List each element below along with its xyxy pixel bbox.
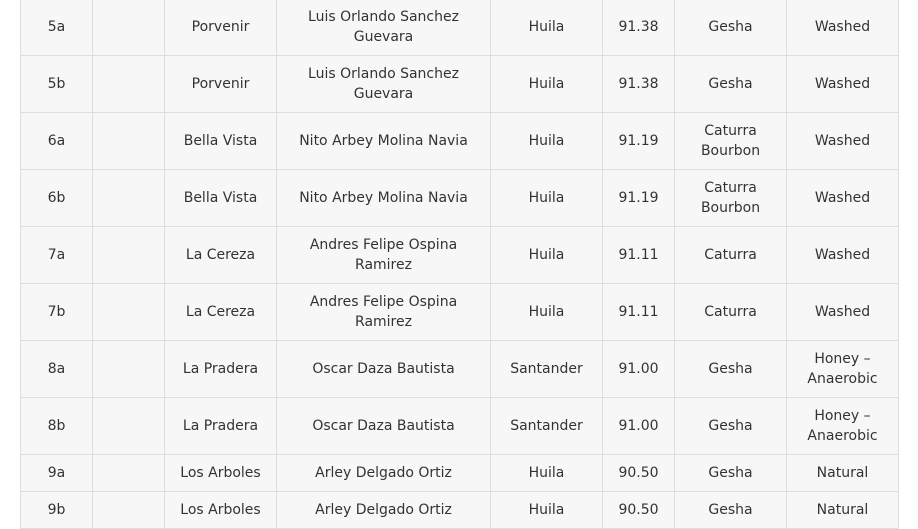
blank-cell <box>93 56 165 113</box>
variety-cell: Gesha <box>675 398 787 455</box>
table-row <box>21 170 899 227</box>
producer-cell: Oscar Daza Bautista <box>277 398 491 455</box>
farm-cell: Bella Vista <box>165 113 277 170</box>
producer-cell: Andres Felipe Ospina Ramirez <box>277 284 491 341</box>
producer-cell: Nito Arbey Molina Navia <box>277 113 491 170</box>
blank-cell <box>93 284 165 341</box>
score-cell: 91.38 <box>603 56 675 113</box>
table-row <box>21 113 899 170</box>
variety-cell: Caturra Bourbon <box>675 113 787 170</box>
table-row <box>21 227 899 284</box>
producer-cell: Arley Delgado Ortiz <box>277 455 491 492</box>
farm-cell: La Cereza <box>165 227 277 284</box>
results-table-body <box>21 0 899 529</box>
region-cell: Huila <box>491 56 603 113</box>
farm-cell: Porvenir <box>165 0 277 56</box>
score-cell: 91.38 <box>603 0 675 56</box>
region-cell: Huila <box>491 284 603 341</box>
lot-id-cell: 9a <box>21 455 93 492</box>
table-row <box>21 455 899 492</box>
table-row <box>21 0 899 56</box>
lot-id-cell: 7a <box>21 227 93 284</box>
farm-cell: Bella Vista <box>165 170 277 227</box>
variety-cell: Gesha <box>675 56 787 113</box>
table-row <box>21 398 899 455</box>
blank-cell <box>93 0 165 56</box>
variety-cell: Gesha <box>675 0 787 56</box>
producer-cell: Arley Delgado Ortiz <box>277 492 491 529</box>
region-cell: Huila <box>491 227 603 284</box>
variety-cell: Gesha <box>675 341 787 398</box>
producer-cell: Nito Arbey Molina Navia <box>277 170 491 227</box>
score-cell: 91.11 <box>603 227 675 284</box>
results-table-container <box>20 0 898 529</box>
process-cell: Natural <box>787 455 899 492</box>
process-cell: Washed <box>787 0 899 56</box>
region-cell: Huila <box>491 170 603 227</box>
process-cell: Honey – Anaerobic <box>787 398 899 455</box>
blank-cell <box>93 170 165 227</box>
lot-id-cell: 6b <box>21 170 93 227</box>
score-cell: 91.19 <box>603 113 675 170</box>
blank-cell <box>93 492 165 529</box>
results-table <box>20 0 899 529</box>
lot-id-cell: 6a <box>21 113 93 170</box>
table-row <box>21 492 899 529</box>
process-cell: Washed <box>787 170 899 227</box>
score-cell: 90.50 <box>603 455 675 492</box>
process-cell: Natural <box>787 492 899 529</box>
lot-id-cell: 9b <box>21 492 93 529</box>
variety-cell: Caturra <box>675 284 787 341</box>
process-cell: Honey – Anaerobic <box>787 341 899 398</box>
process-cell: Washed <box>787 227 899 284</box>
lot-id-cell: 8b <box>21 398 93 455</box>
score-cell: 91.00 <box>603 398 675 455</box>
producer-cell: Luis Orlando Sanchez Guevara <box>277 0 491 56</box>
lot-id-cell: 5a <box>21 0 93 56</box>
producer-cell: Luis Orlando Sanchez Guevara <box>277 56 491 113</box>
blank-cell <box>93 341 165 398</box>
process-cell: Washed <box>787 113 899 170</box>
lot-id-cell: 8a <box>21 341 93 398</box>
variety-cell: Caturra <box>675 227 787 284</box>
process-cell: Washed <box>787 56 899 113</box>
region-cell: Santander <box>491 398 603 455</box>
region-cell: Huila <box>491 455 603 492</box>
variety-cell: Gesha <box>675 455 787 492</box>
farm-cell: Los Arboles <box>165 492 277 529</box>
region-cell: Huila <box>491 492 603 529</box>
region-cell: Huila <box>491 0 603 56</box>
farm-cell: Los Arboles <box>165 455 277 492</box>
farm-cell: La Pradera <box>165 341 277 398</box>
variety-cell: Caturra Bourbon <box>675 170 787 227</box>
blank-cell <box>93 113 165 170</box>
score-cell: 90.50 <box>603 492 675 529</box>
score-cell: 91.00 <box>603 341 675 398</box>
table-row <box>21 341 899 398</box>
producer-cell: Andres Felipe Ospina Ramirez <box>277 227 491 284</box>
score-cell: 91.19 <box>603 170 675 227</box>
process-cell: Washed <box>787 284 899 341</box>
lot-id-cell: 7b <box>21 284 93 341</box>
score-cell: 91.11 <box>603 284 675 341</box>
region-cell: Huila <box>491 113 603 170</box>
region-cell: Santander <box>491 341 603 398</box>
table-row <box>21 56 899 113</box>
table-row <box>21 284 899 341</box>
farm-cell: La Pradera <box>165 398 277 455</box>
variety-cell: Gesha <box>675 492 787 529</box>
blank-cell <box>93 227 165 284</box>
producer-cell: Oscar Daza Bautista <box>277 341 491 398</box>
lot-id-cell: 5b <box>21 56 93 113</box>
blank-cell <box>93 455 165 492</box>
farm-cell: La Cereza <box>165 284 277 341</box>
blank-cell <box>93 398 165 455</box>
farm-cell: Porvenir <box>165 56 277 113</box>
